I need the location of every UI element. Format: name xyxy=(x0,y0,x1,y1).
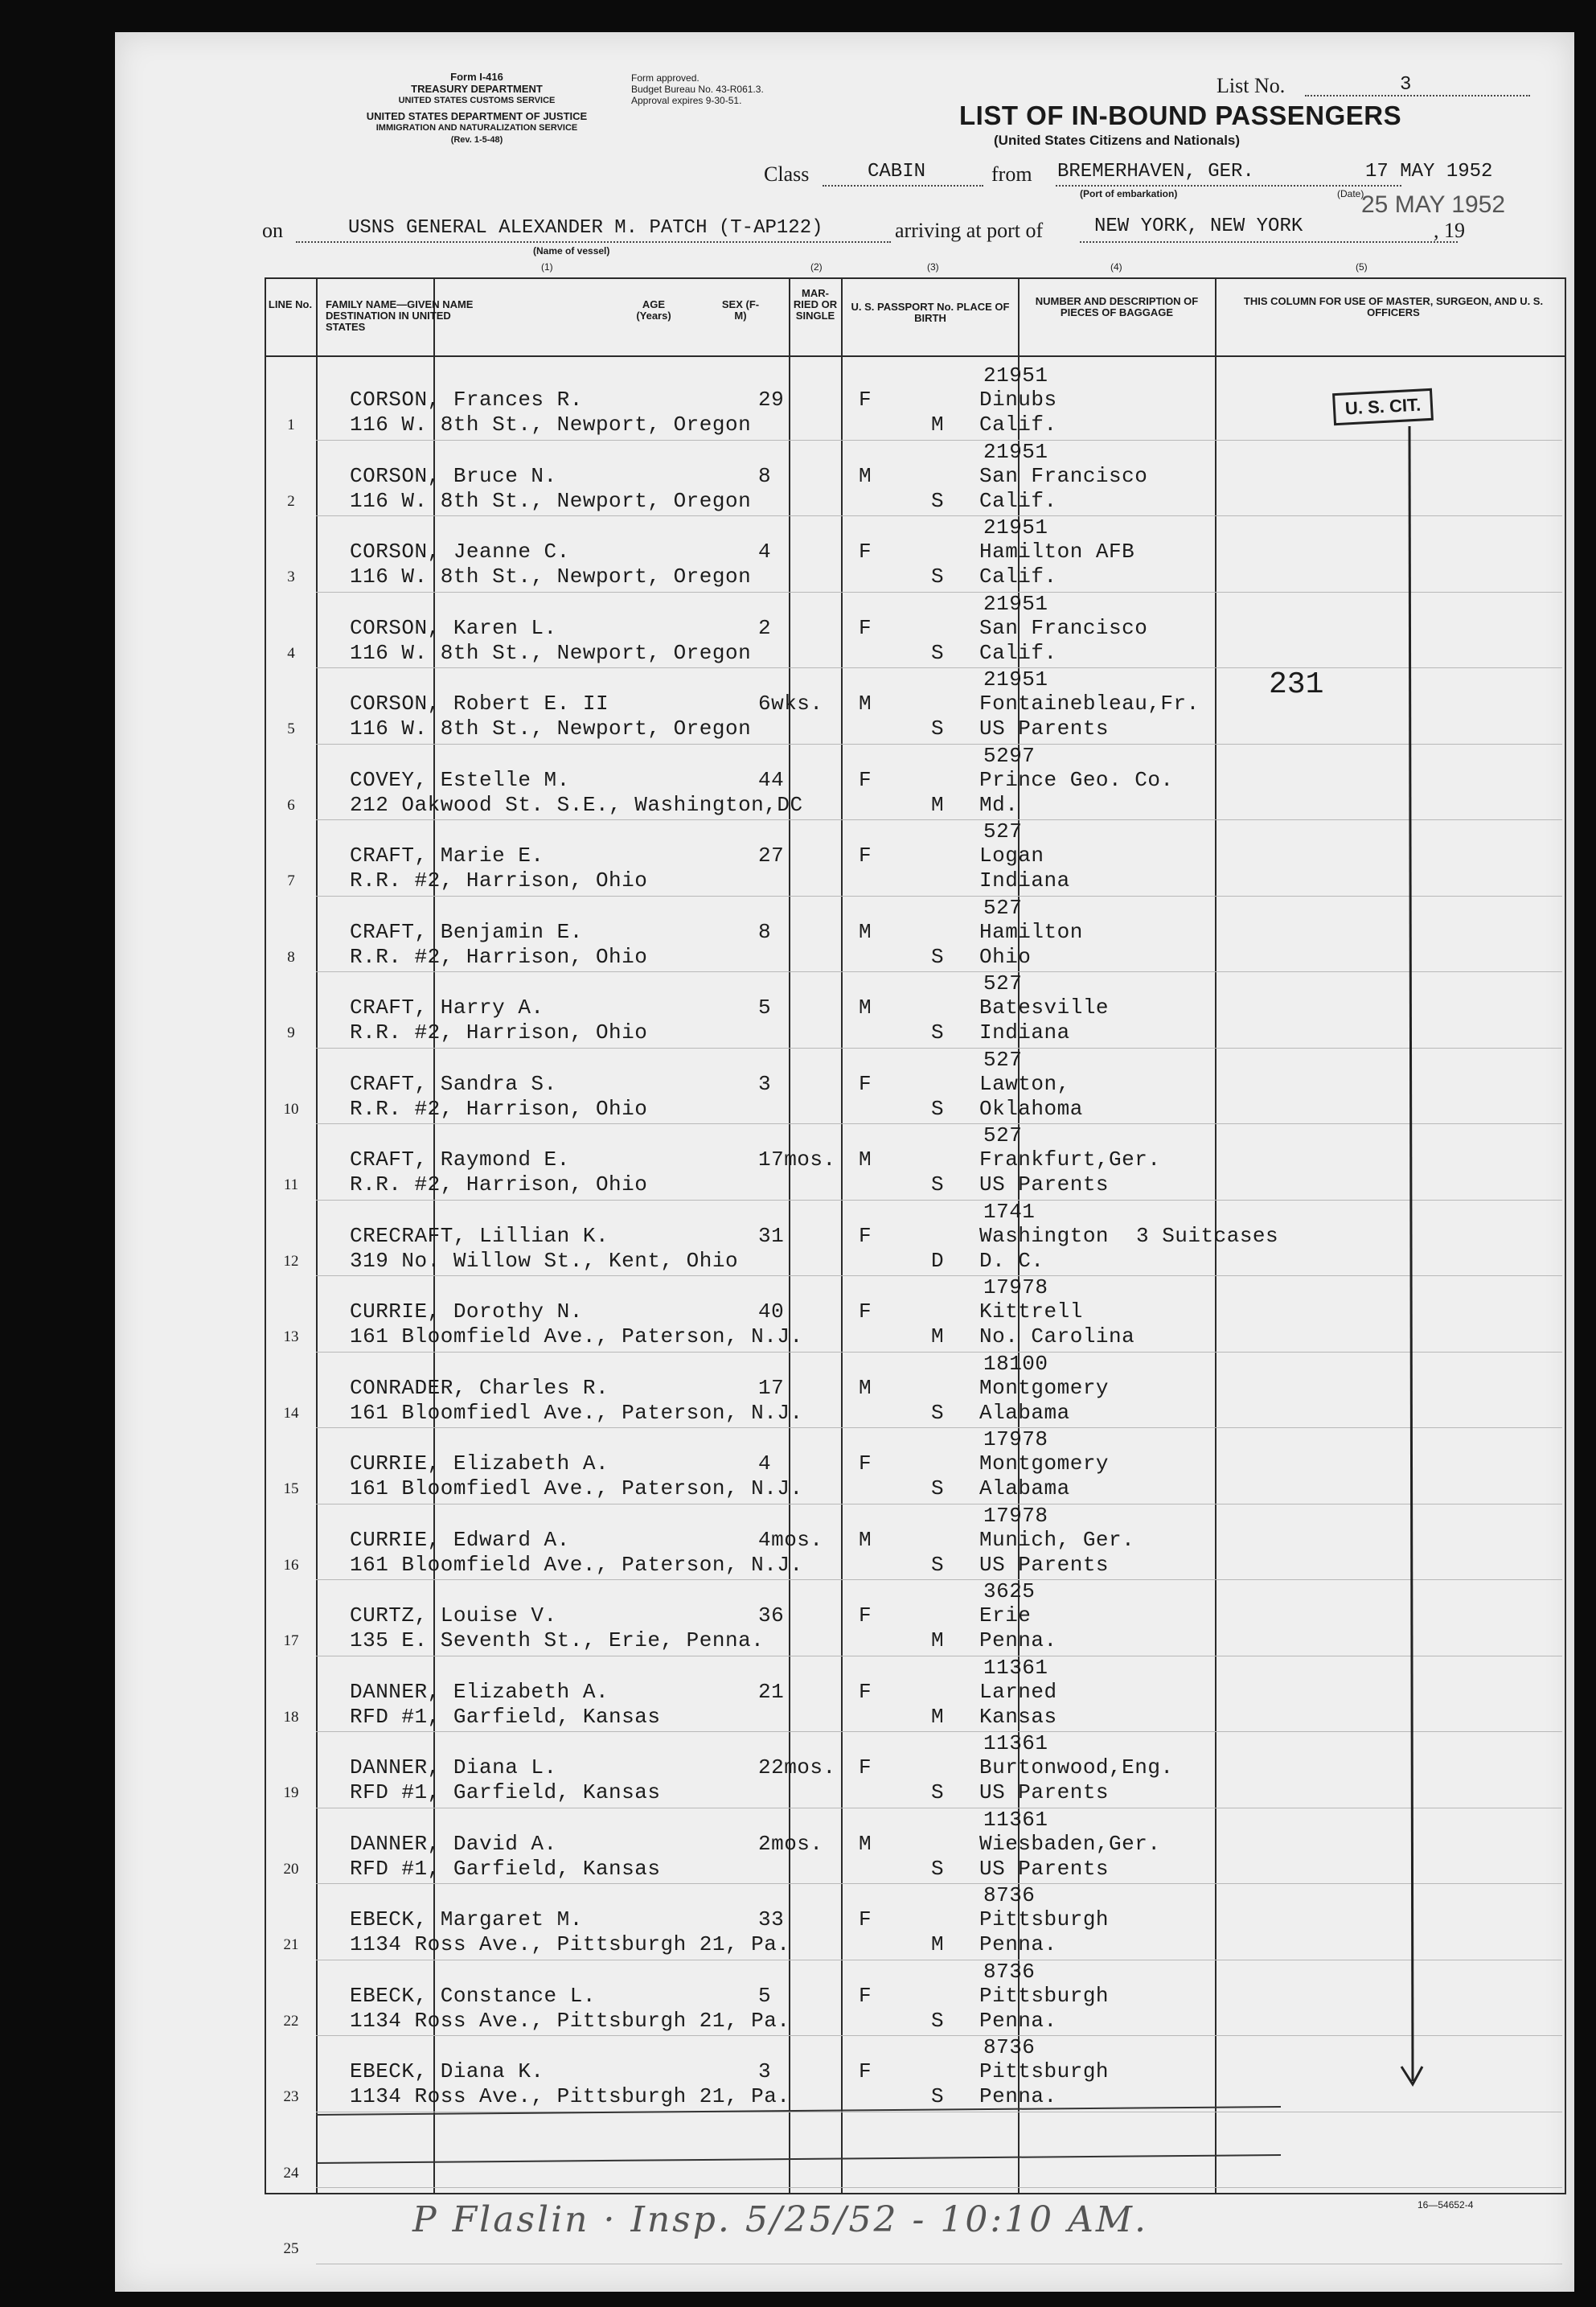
row-number: 22 xyxy=(283,2012,299,2030)
row-number: 20 xyxy=(283,1860,299,1878)
dept-treasury: TREASURY DEPARTMENT xyxy=(411,83,543,95)
passenger-age: 31 xyxy=(758,1223,785,1248)
passenger-address: RFD #1, Garfield, Kansas xyxy=(350,1780,661,1804)
row-number: 7 xyxy=(287,872,295,889)
class-label: Class xyxy=(764,162,810,186)
passenger-sex: F xyxy=(859,2059,872,2083)
inspector-signature: P Flaslin · Insp. 5/25/52 - 10:10 AM. xyxy=(412,2199,1148,2240)
place-of-birth: Washington xyxy=(979,1223,1110,1248)
arriving-label: arriving at port of xyxy=(895,219,1044,242)
place-of-birth-region: US Parents xyxy=(979,1856,1110,1881)
arrival-port: NEW YORK, NEW YORK xyxy=(1094,216,1303,237)
col-num: (2) xyxy=(810,261,823,273)
passenger-age: 17 xyxy=(758,1375,785,1400)
marital-status: M xyxy=(931,1324,945,1348)
row-number: 9 xyxy=(287,1024,295,1041)
passenger-sex: F xyxy=(859,1071,872,1096)
passenger-name: CURTZ, Louise V. xyxy=(350,1603,557,1628)
passport-number: 8736 xyxy=(983,1959,1036,1984)
place-of-birth-region: Penna. xyxy=(979,2084,1057,2108)
passport-number: 11361 xyxy=(983,1731,1048,1755)
row-divider xyxy=(316,1427,1562,1428)
passenger-name: CRAFT, Marie E. xyxy=(350,844,544,868)
col-divider xyxy=(841,277,843,2193)
approval-line: Approval expires 9-30-51. xyxy=(631,95,742,106)
marital-status: S xyxy=(931,1096,945,1121)
passenger-age: 2 xyxy=(758,615,772,640)
row-number: 2 xyxy=(287,492,295,510)
passenger-address: RFD #1, Garfield, Kansas xyxy=(350,1856,661,1881)
place-of-birth: Montgomery xyxy=(979,1375,1110,1400)
place-of-birth-region: No. Carolina xyxy=(979,1324,1135,1348)
marital-status: S xyxy=(931,1856,945,1881)
passenger-sex: M xyxy=(859,995,872,1020)
passport-number: 18100 xyxy=(983,1351,1048,1376)
passport-number: 17978 xyxy=(983,1503,1048,1528)
passenger-address: R.R. #2, Harrison, Ohio xyxy=(350,1096,648,1121)
passport-number: 8736 xyxy=(983,1883,1036,1907)
passenger-age: 4 xyxy=(758,540,772,564)
passenger-address: 319 No. Willow St., Kent, Ohio xyxy=(350,1248,739,1273)
place-of-birth-region: US Parents xyxy=(979,1172,1110,1197)
passenger-sex: F xyxy=(859,1299,872,1324)
passenger-name: EBECK, Diana K. xyxy=(350,2059,544,2083)
list-no-underline xyxy=(1305,95,1530,96)
passenger-address: 1134 Ross Ave., Pittsburgh 21, Pa. xyxy=(350,1932,790,1956)
passenger-age: 4 xyxy=(758,1451,772,1476)
passport-number: 8736 xyxy=(983,2035,1036,2059)
place-of-birth: Batesville xyxy=(979,995,1110,1020)
passenger-name: DANNER, David A. xyxy=(350,1831,557,1856)
passenger-sex: M xyxy=(859,1831,872,1856)
row-number: 14 xyxy=(283,1404,299,1422)
row-number: 15 xyxy=(283,1480,299,1497)
passenger-age: 29 xyxy=(758,388,785,412)
passenger-sex: F xyxy=(859,1223,872,1248)
crossed-out-rows xyxy=(316,2083,1562,2179)
place-of-birth: Burtonwood,Eng. xyxy=(979,1755,1174,1780)
manifest-page xyxy=(115,32,1574,2292)
marital-status: M xyxy=(931,792,945,817)
passenger-address: RFD #1, Garfield, Kansas xyxy=(350,1704,661,1729)
passenger-sex: M xyxy=(859,1375,872,1400)
received-date-stamp: 25 MAY 1952 xyxy=(1361,191,1506,218)
place-of-birth-region: Calif. xyxy=(979,640,1057,665)
passenger-sex: F xyxy=(859,1907,872,1931)
row-divider xyxy=(316,1883,1562,1884)
passenger-name: DANNER, Diana L. xyxy=(350,1755,557,1780)
place-of-birth: Munich, Ger. xyxy=(979,1527,1135,1552)
passenger-age: 2mos. xyxy=(758,1831,823,1856)
marital-status: S xyxy=(931,640,945,665)
passenger-age: 6wks. xyxy=(758,692,823,716)
passport-number: 21951 xyxy=(983,667,1048,692)
approval-line: Form approved. xyxy=(631,72,700,84)
approval-line: Budget Bureau No. 43-R061.3. xyxy=(631,84,764,95)
port-underline xyxy=(1080,241,1458,243)
vessel-caption: (Name of vessel) xyxy=(533,245,610,257)
place-of-birth: San Francisco xyxy=(979,615,1148,640)
place-of-birth: Wiesbaden,Ger. xyxy=(979,1831,1161,1856)
place-of-birth-region: US Parents xyxy=(979,1552,1110,1577)
marital-status: S xyxy=(931,1476,945,1500)
passport-number: 21951 xyxy=(983,363,1048,388)
passenger-address: 161 Bloomfiedl Ave., Paterson, N.J. xyxy=(350,1476,803,1500)
approval-block xyxy=(631,72,764,106)
passenger-name: CRAFT, Sandra S. xyxy=(350,1071,557,1096)
passenger-sex: F xyxy=(859,1679,872,1704)
passenger-sex: F xyxy=(859,388,872,412)
col-header-age: AGE (Years) xyxy=(636,298,671,322)
passport-number: 17978 xyxy=(983,1275,1048,1299)
passport-number: 17978 xyxy=(983,1427,1048,1451)
passenger-name: CRECRAFT, Lillian K. xyxy=(350,1223,609,1248)
row-divider xyxy=(316,971,1562,972)
passenger-address: 161 Bloomfiedl Ave., Paterson, N.J. xyxy=(350,1400,803,1425)
passenger-address: 116 W. 8th St., Newport, Oregon xyxy=(350,564,752,589)
passenger-sex: M xyxy=(859,1147,872,1172)
from-underline xyxy=(1056,185,1401,187)
passport-number: 21951 xyxy=(983,591,1048,616)
passenger-name: CURRIE, Edward A. xyxy=(350,1527,570,1552)
passenger-address: 161 Bloomfield Ave., Paterson, N.J. xyxy=(350,1552,803,1577)
row-number: 4 xyxy=(287,644,295,662)
marital-status: S xyxy=(931,564,945,589)
passenger-name: CORSON, Bruce N. xyxy=(350,463,557,488)
place-of-birth-region: Calif. xyxy=(979,564,1057,589)
passenger-name: CORSON, Robert E. II xyxy=(350,692,609,716)
marital-status: S xyxy=(931,1780,945,1804)
row-number: 17 xyxy=(283,1632,299,1649)
place-of-birth-region: Oklahoma xyxy=(979,1096,1083,1121)
row-divider xyxy=(316,1275,1562,1276)
row-number: 21 xyxy=(283,1936,299,1953)
passport-number: 527 xyxy=(983,971,1023,995)
passport-number: 21951 xyxy=(983,439,1048,464)
place-of-birth-region: Alabama xyxy=(979,1476,1070,1500)
row-divider xyxy=(316,515,1562,516)
passenger-sex: M xyxy=(859,463,872,488)
passenger-age: 27 xyxy=(758,844,785,868)
place-of-birth-region: Calif. xyxy=(979,413,1057,437)
passenger-address: 116 W. 8th St., Newport, Oregon xyxy=(350,413,752,437)
place-of-birth-region: US Parents xyxy=(979,716,1110,741)
passenger-name: CONRADER, Charles R. xyxy=(350,1375,609,1400)
passport-number: 11361 xyxy=(983,1655,1048,1680)
passenger-sex: M xyxy=(859,1527,872,1552)
row-divider xyxy=(316,440,1562,441)
passenger-name: CORSON, Karen L. xyxy=(350,615,557,640)
passenger-address: 116 W. 8th St., Newport, Oregon xyxy=(350,716,752,741)
form-header-left xyxy=(356,71,597,146)
passenger-sex: F xyxy=(859,615,872,640)
header-divider xyxy=(265,355,1565,357)
row-divider xyxy=(316,1200,1562,1201)
passenger-name: COVEY, Estelle M. xyxy=(350,767,570,792)
port-caption: (Port of embarkation) xyxy=(1080,188,1178,199)
col-num: (3) xyxy=(927,261,939,273)
place-of-birth: Frankfurt,Ger. xyxy=(979,1147,1161,1172)
place-of-birth: Prince Geo. Co. xyxy=(979,767,1174,792)
place-of-birth-region: Penna. xyxy=(979,1932,1057,1956)
row-number: 1 xyxy=(287,417,295,433)
place-of-birth: Pittsburgh xyxy=(979,2059,1110,2083)
passenger-address: 1134 Ross Ave., Pittsburgh 21, Pa. xyxy=(350,2084,790,2108)
row-number: 3 xyxy=(287,569,295,585)
passenger-name: CURRIE, Dorothy N. xyxy=(350,1299,583,1324)
passenger-address: 116 W. 8th St., Newport, Oregon xyxy=(350,488,752,513)
passenger-age: 21 xyxy=(758,1679,785,1704)
place-of-birth-region: US Parents xyxy=(979,1780,1110,1804)
passenger-address: 161 Bloomfield Ave., Paterson, N.J. xyxy=(350,1324,803,1348)
passenger-sex: F xyxy=(859,1451,872,1476)
passenger-name: CURRIE, Elizabeth A. xyxy=(350,1451,609,1476)
col-header-name: FAMILY NAME—GIVEN NAME DESTINATION IN UNITED STATES xyxy=(326,298,474,333)
col-num: (1) xyxy=(541,261,553,273)
passenger-sex: F xyxy=(859,1755,872,1780)
passenger-age: 3 xyxy=(758,1071,772,1096)
stamp-arrow xyxy=(1393,426,1426,2091)
passport-number: 11361 xyxy=(983,1807,1048,1832)
baggage-description: 3 Suitcases xyxy=(1136,1223,1279,1248)
passport-number: 1741 xyxy=(983,1199,1036,1224)
passenger-age: 5 xyxy=(758,995,772,1020)
place-of-birth-region: D. C. xyxy=(979,1248,1044,1273)
place-of-birth: Erie xyxy=(979,1603,1032,1628)
place-of-birth-region: Penna. xyxy=(979,1628,1057,1652)
row-divider xyxy=(316,667,1562,668)
passenger-name: CORSON, Frances R. xyxy=(350,388,583,412)
col-header-officers: THIS COLUMN FOR USE OF MASTER, SURGEON, AND U. S. OFFICERS xyxy=(1243,295,1544,318)
vessel-underline xyxy=(296,241,891,243)
row-divider xyxy=(316,1048,1562,1049)
passenger-name: CORSON, Jeanne C. xyxy=(350,540,570,564)
passenger-address: 212 Oakwood St. S.E., Washington,DC xyxy=(350,792,803,817)
passenger-age: 8 xyxy=(758,463,772,488)
marital-status: S xyxy=(931,1020,945,1045)
place-of-birth: Kittrell xyxy=(979,1299,1083,1324)
passenger-age: 44 xyxy=(758,767,785,792)
passenger-name: EBECK, Constance L. xyxy=(350,1983,596,2008)
row-number: 23 xyxy=(283,2088,299,2105)
place-of-birth-region: Kansas xyxy=(979,1704,1057,1729)
passport-number: 527 xyxy=(983,895,1023,920)
class-underline xyxy=(823,185,983,187)
row-number: 11 xyxy=(283,1176,299,1193)
passport-number: 21951 xyxy=(983,515,1048,540)
place-of-birth: Dinubs xyxy=(979,388,1057,412)
col-num: (5) xyxy=(1356,261,1368,273)
col-header-line: LINE No. xyxy=(268,298,313,310)
place-of-birth-region: Ohio xyxy=(979,944,1032,969)
marital-status: S xyxy=(931,716,945,741)
passenger-address: 116 W. 8th St., Newport, Oregon xyxy=(350,640,752,665)
passenger-age: 4mos. xyxy=(758,1527,823,1552)
marital-status: S xyxy=(931,2008,945,2033)
marital-status: S xyxy=(931,2084,945,2108)
row-divider xyxy=(316,1352,1562,1353)
form-rev: (Rev. 1-5-48) xyxy=(450,135,503,145)
place-of-birth: Pittsburgh xyxy=(979,1907,1110,1931)
passenger-sex: F xyxy=(859,1603,872,1628)
row-divider xyxy=(316,1579,1562,1580)
passenger-name: CRAFT, Benjamin E. xyxy=(350,919,583,944)
passenger-age: 22mos. xyxy=(758,1755,836,1780)
form-id: Form I-416 xyxy=(450,71,503,83)
row-number: 25 xyxy=(283,2240,299,2257)
marital-status: S xyxy=(931,1552,945,1577)
year-suffix: , 19 xyxy=(1434,219,1465,242)
col-divider xyxy=(316,277,318,2193)
row-number: 12 xyxy=(283,1252,299,1270)
passport-number: 527 xyxy=(983,819,1023,844)
marital-status: M xyxy=(931,1932,945,1956)
row-number: 16 xyxy=(283,1556,299,1574)
place-of-birth-region: Indiana xyxy=(979,868,1070,893)
row-number: 6 xyxy=(287,796,295,814)
marital-status: S xyxy=(931,488,945,513)
place-of-birth: Larned xyxy=(979,1679,1057,1704)
row-number: 10 xyxy=(283,1100,299,1118)
passenger-address: R.R. #2, Harrison, Ohio xyxy=(350,944,648,969)
from-value: BREMERHAVEN, GER. xyxy=(1057,161,1254,183)
place-of-birth: Montgomery xyxy=(979,1451,1110,1476)
passenger-age: 40 xyxy=(758,1299,785,1324)
passenger-name: DANNER, Elizabeth A. xyxy=(350,1679,609,1704)
on-label: on xyxy=(262,219,283,242)
page-title: LIST OF IN-BOUND PASSENGERS xyxy=(959,101,1402,130)
marital-status: S xyxy=(931,1172,945,1197)
row-number: 8 xyxy=(287,948,295,966)
passenger-address: R.R. #2, Harrison, Ohio xyxy=(350,1172,648,1197)
place-of-birth-region: Calif. xyxy=(979,488,1057,513)
col-header-sex: SEX (F-M) xyxy=(721,298,760,322)
passport-number: 3625 xyxy=(983,1579,1036,1603)
row-number: 19 xyxy=(283,1784,299,1801)
passenger-age: 36 xyxy=(758,1603,785,1628)
place-of-birth: Logan xyxy=(979,844,1044,868)
row-divider xyxy=(316,819,1562,820)
dept-customs: UNITED STATES CUSTOMS SERVICE xyxy=(398,96,556,105)
dept-justice: UNITED STATES DEPARTMENT OF JUSTICE xyxy=(366,110,588,122)
dept-ins: IMMIGRATION AND NATURALIZATION SERVICE xyxy=(375,123,578,133)
row-divider xyxy=(316,744,1562,745)
passenger-sex: F xyxy=(859,1983,872,2008)
marital-status: M xyxy=(931,1704,945,1729)
list-no-label: List No. xyxy=(1216,74,1286,97)
row-divider xyxy=(316,592,1562,593)
date-value: 17 MAY 1952 xyxy=(1365,161,1493,183)
place-of-birth: San Francisco xyxy=(979,463,1148,488)
marital-status: S xyxy=(931,944,945,969)
marital-status: M xyxy=(931,1628,945,1652)
us-cit-stamp: U. S. CIT. xyxy=(1332,388,1434,425)
passenger-age: 33 xyxy=(758,1907,785,1931)
footer-code: 16—54652-4 xyxy=(1418,2199,1474,2211)
row-number: 13 xyxy=(283,1328,299,1345)
passenger-sex: F xyxy=(859,540,872,564)
place-of-birth-region: Indiana xyxy=(979,1020,1070,1045)
passport-number: 5297 xyxy=(983,743,1036,768)
place-of-birth-region: Penna. xyxy=(979,2008,1057,2033)
place-of-birth: Pittsburgh xyxy=(979,1983,1110,2008)
col-divider xyxy=(789,277,790,2193)
row-divider xyxy=(316,896,1562,897)
passenger-age: 8 xyxy=(758,919,772,944)
col-header-baggage: NUMBER AND DESCRIPTION OF PIECES OF BAGGAGE xyxy=(1035,295,1199,318)
passenger-sex: M xyxy=(859,919,872,944)
col-header-married: MAR-RIED OR SINGLE xyxy=(793,287,838,322)
place-of-birth: Lawton, xyxy=(979,1071,1070,1096)
passenger-address: 135 E. Seventh St., Erie, Penna. xyxy=(350,1628,765,1652)
vessel-name: USNS GENERAL ALEXANDER M. PATCH (T-AP122) xyxy=(348,217,823,239)
passenger-age: 17mos. xyxy=(758,1147,836,1172)
passenger-name: EBECK, Margaret M. xyxy=(350,1907,583,1931)
class-value: CABIN xyxy=(868,161,926,183)
passport-number: 527 xyxy=(983,1123,1023,1147)
passenger-name: CRAFT, Harry A. xyxy=(350,995,544,1020)
row-divider xyxy=(316,1731,1562,1732)
passenger-age: 5 xyxy=(758,1983,772,2008)
passenger-address: 1134 Ross Ave., Pittsburgh 21, Pa. xyxy=(350,2008,790,2033)
row-number: 24 xyxy=(283,2164,299,2182)
passenger-sex: F xyxy=(859,767,872,792)
marital-status: D xyxy=(931,1248,945,1273)
list-no-value: 3 xyxy=(1400,74,1412,96)
from-label: from xyxy=(991,162,1032,186)
passenger-age: 3 xyxy=(758,2059,772,2083)
place-of-birth: Fontainebleau,Fr. xyxy=(979,692,1200,716)
page-subtitle: (United States Citizens and Nationals) xyxy=(994,133,1241,148)
passenger-name: CRAFT, Raymond E. xyxy=(350,1147,570,1172)
marital-status: M xyxy=(931,413,945,437)
col-num: (4) xyxy=(1110,261,1122,273)
col-header-passport: U. S. PASSPORT No. PLACE OF BIRTH xyxy=(851,301,1010,324)
passenger-address: R.R. #2, Harrison, Ohio xyxy=(350,868,648,893)
row-divider xyxy=(316,1123,1562,1124)
row-divider xyxy=(316,2187,1562,2188)
passenger-address: R.R. #2, Harrison, Ohio xyxy=(350,1020,648,1045)
row-number: 5 xyxy=(287,720,295,737)
row-number: 18 xyxy=(283,1708,299,1726)
place-of-birth-region: Alabama xyxy=(979,1400,1070,1425)
passenger-sex: F xyxy=(859,844,872,868)
place-of-birth: Hamilton xyxy=(979,919,1083,944)
passenger-sex: M xyxy=(859,692,872,716)
row-divider xyxy=(316,2035,1562,2036)
place-of-birth: Hamilton AFB xyxy=(979,540,1135,564)
number-231: 231 xyxy=(1269,667,1324,702)
marital-status: S xyxy=(931,1400,945,1425)
date-caption: (Date) xyxy=(1337,188,1364,199)
passport-number: 527 xyxy=(983,1047,1023,1072)
place-of-birth-region: Md. xyxy=(979,792,1019,817)
